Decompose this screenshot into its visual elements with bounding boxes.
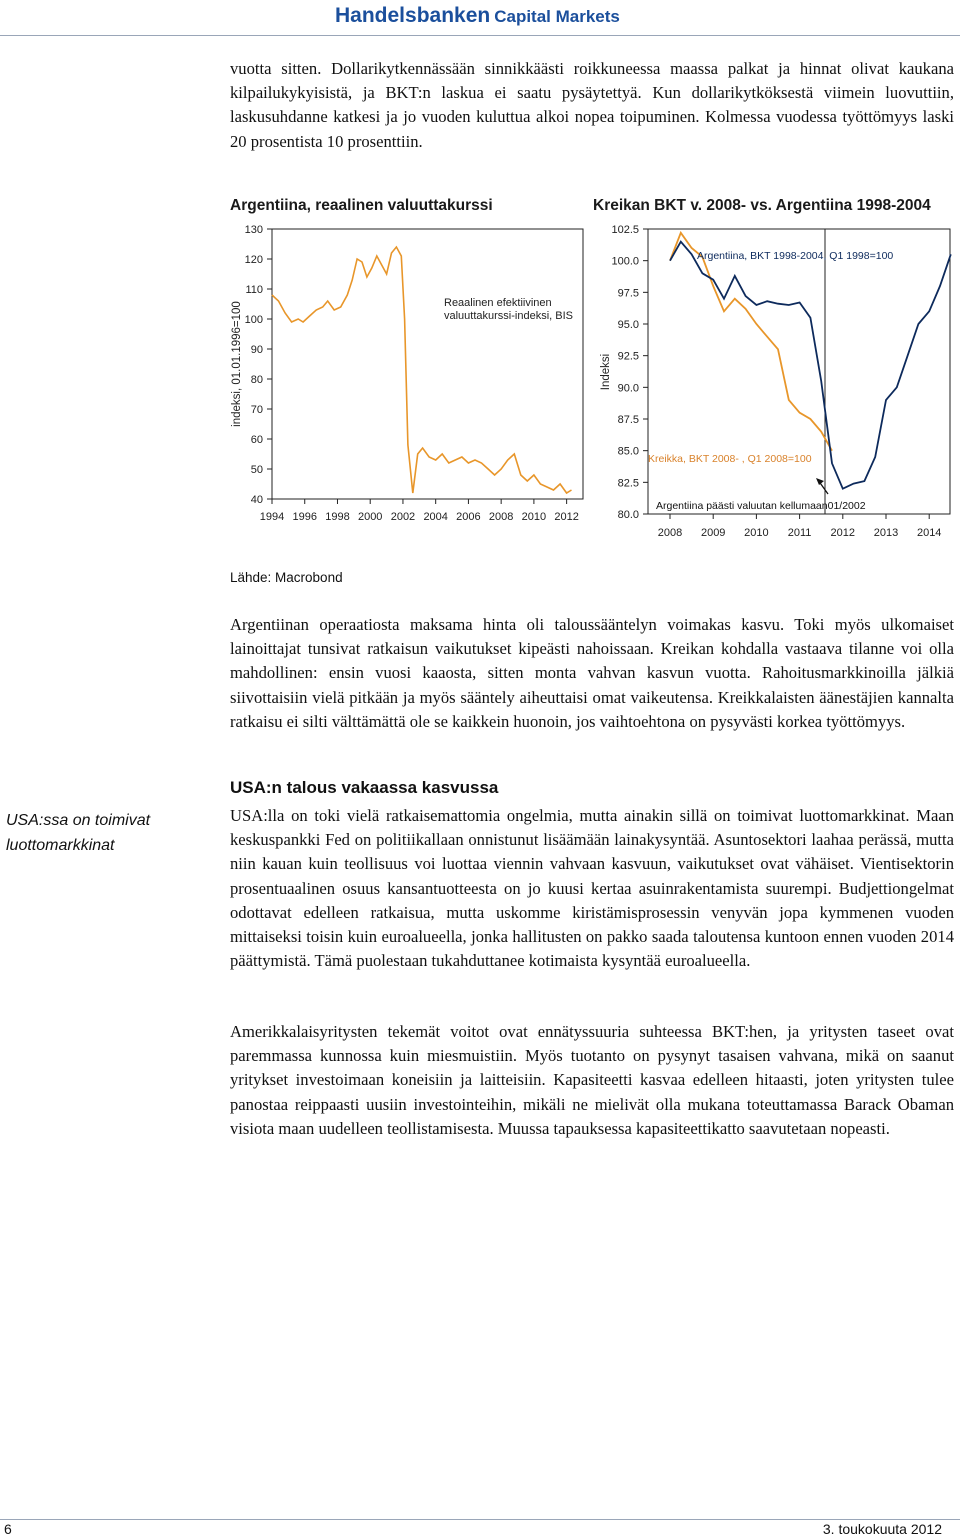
y-tick-label: 50 bbox=[250, 464, 263, 476]
footer-date: 3. toukokuuta 2012 bbox=[822, 1521, 942, 1537]
header-divider bbox=[0, 35, 960, 36]
x-tick-label: 2002 bbox=[390, 511, 416, 523]
y-tick-label: 82.5 bbox=[617, 477, 639, 490]
brand-unit: Capital Markets bbox=[494, 7, 620, 26]
plot-frame bbox=[272, 229, 583, 499]
y-axis-label: indeksi, 01.01.1996=100 bbox=[231, 301, 243, 427]
x-tick-label: 2011 bbox=[787, 527, 812, 539]
y-tick-label: 102.5 bbox=[611, 224, 639, 236]
y-tick-label: 97.5 bbox=[617, 287, 639, 300]
x-tick-label: 2004 bbox=[423, 511, 448, 523]
series-line-real-exchange-rate bbox=[272, 247, 572, 493]
series-line-argentina bbox=[670, 242, 951, 489]
x-tick-label: 2012 bbox=[554, 511, 579, 523]
x-tick-label: 2009 bbox=[700, 527, 726, 539]
x-tick-label: 2014 bbox=[916, 527, 942, 539]
y-tick-label: 90 bbox=[250, 344, 263, 356]
x-tick-label: 2010 bbox=[744, 527, 769, 539]
x-tick-label: 1998 bbox=[325, 511, 350, 523]
x-tick-label: 2008 bbox=[488, 511, 514, 523]
footer-divider bbox=[0, 1519, 960, 1520]
y-tick-label: 100.0 bbox=[611, 255, 639, 268]
y-tick-label: 40 bbox=[250, 494, 263, 506]
intro-paragraph: vuotta sitten. Dollarikytkennässään sinnikkäästi roikkuneessa maassa palkat ja hinnat olivat kaukana kilpailukykyisistä, ja BKT:n laskua ei saatu pysäytettyä. Kun dollarikytköksestä viimein luovuttiin, laskusuhdanne katkesi ja jo vuoden kuluttua alkoi nopea toipuminen. Kolmessa vuodessa työttömyys laski 20 prosentista 10 prosenttiin. bbox=[230, 59, 954, 151]
y-tick-label: 85.0 bbox=[617, 445, 639, 458]
x-tick-label: 2006 bbox=[456, 511, 481, 523]
plot-frame bbox=[648, 229, 950, 514]
y-tick-label: 100 bbox=[244, 314, 263, 326]
y-tick-label: 80.0 bbox=[617, 509, 639, 521]
usa-paragraph-2: Amerikkalaisyritysten tekemät voitot ovat ennätyssuuria suhteessa BKT:hen, ja yritysten taseet ovat paremmassa kunnossa kuin miesmuistiin. Myös tuotanto on pysynyt tasaisen vahvana, mikä on saanut yritykset investoimaan koneisiin ja laitteisiin. Kapasiteetti kasvaa edelleen hitaasti, joten yritysten tulee panostaa reippaasti uusiin investointeihin, mikäli ne mielivät olla mukana toteuttamassa Barack Obaman visiota maan uudelleen teollistamisesta. Muussa tapauksessa kapasiteettikatto saavutetaan nopeasti. bbox=[230, 1022, 954, 1138]
section-heading: USA:n talous vakaassa kasvussa bbox=[230, 778, 499, 797]
y-tick-label: 87.5 bbox=[617, 414, 639, 426]
x-tick-label: 2012 bbox=[830, 527, 856, 539]
paragraph-after-charts: Argentiinan operaatiosta maksama hinta oli taloussääntelyn voimakas kasvu. Toki myös ulkomaiset lainoittajat tunsivat ratkaisun vaikutukset kipeästi nahoissaan. Kreikan kohdalla vastaava tilanne voi olla mahdollinen: ensin vuosi kaaosta, sitten monta vahvan kasvun vuotta. Rahoitusmarkkinoilla jälkiä siivottaisiin vielä pitkään ja myös sääntely aiheuttaisi omat vaikeutensa. Kreikkalaisten äänestäjien kannalta ratkaisu ei silti välttämättä ole se kaikkein huonoin, jos vaihtoehtona on pysyvästi korkea työttömyys. bbox=[230, 615, 954, 731]
brand-logo bbox=[335, 4, 620, 28]
annotation-devaluation: Argentiina päästi valuutan kellumaan01/2002 bbox=[656, 500, 866, 512]
legend-argentina: Argentiina, BKT 1998-2004, Q1 1998=100 bbox=[697, 250, 894, 262]
chart-title-greece: Kreikan BKT v. 2008- vs. Argentiina 1998-2004 bbox=[593, 197, 931, 214]
y-tick-label: 110 bbox=[245, 284, 263, 296]
x-tick-label: 2008 bbox=[657, 527, 683, 539]
x-tick-label: 1996 bbox=[292, 511, 317, 523]
greece-argentina-gdp-chart bbox=[596, 222, 954, 544]
y-tick-label: 120 bbox=[244, 254, 263, 266]
x-tick-label: 2013 bbox=[873, 527, 899, 539]
argentina-exchange-rate-chart bbox=[226, 222, 590, 530]
chart-source: Lähde: Macrobond bbox=[230, 570, 343, 585]
usa-paragraph-1: USA:lla on toki vielä ratkaisemattomia ongelmia, mutta ainakin sillä on toimivat luottomarkkinat. Maan keskuspankki Fed on politiikallaan onnistunut lisäämään lainakysyntää. Asuntosektori laahaa perässä, mutta niin kauan kuin teollisuus voi luottaa viennin vahvaan kasvuun, vaikutukset ovat vähäiset. Vientisektorin prosentuaalinen osuus kansantuotteesta on jo kuusi kertaa asuinrakentamista suurempi. Budjettiongelmat odottavat edelleen ratkaisua, mutta uskomme kiristämisprosessin venyvän jopa kymmenen vuoden mittaiseksi toisin kuin euroalueella, jonka hallitusten on pakko saada taloutensa kuntoon ennen vuoden 2014 päättymistä. Tämä puolestaan tukahduttanee kotimaista kysyntää euroalueella. bbox=[230, 806, 954, 971]
y-tick-label: 130 bbox=[244, 224, 263, 236]
y-tick-label: 80 bbox=[250, 374, 263, 386]
y-tick-label: 60 bbox=[250, 434, 263, 446]
x-tick-label: 2000 bbox=[357, 511, 383, 523]
brand-name: Handelsbanken bbox=[335, 4, 491, 27]
series-line-greece bbox=[670, 233, 832, 451]
annotation-arrowhead bbox=[816, 478, 824, 485]
x-tick-label: 1994 bbox=[259, 511, 285, 523]
page-header bbox=[0, 0, 960, 36]
y-tick-label: 70 bbox=[250, 404, 263, 416]
chart-title-argentina: Argentiina, reaalinen valuuttakurssi bbox=[230, 197, 493, 214]
y-tick-label: 92.5 bbox=[617, 350, 639, 363]
series-annotation: Reaalinen efektiivinen valuuttakurssi-indeksi, BIS bbox=[444, 297, 573, 322]
side-note: USA:ssa on toimivat luottomarkkinat bbox=[6, 812, 151, 854]
page-number: 6 bbox=[4, 1521, 12, 1537]
legend-greece: Kreikka, BKT 2008- , Q1 2008=100 bbox=[648, 453, 812, 465]
x-tick-label: 2010 bbox=[521, 511, 547, 523]
y-tick-label: 90.0 bbox=[617, 382, 639, 395]
y-tick-label: 95.0 bbox=[617, 319, 639, 331]
y-axis-label: Indeksi bbox=[600, 353, 612, 391]
